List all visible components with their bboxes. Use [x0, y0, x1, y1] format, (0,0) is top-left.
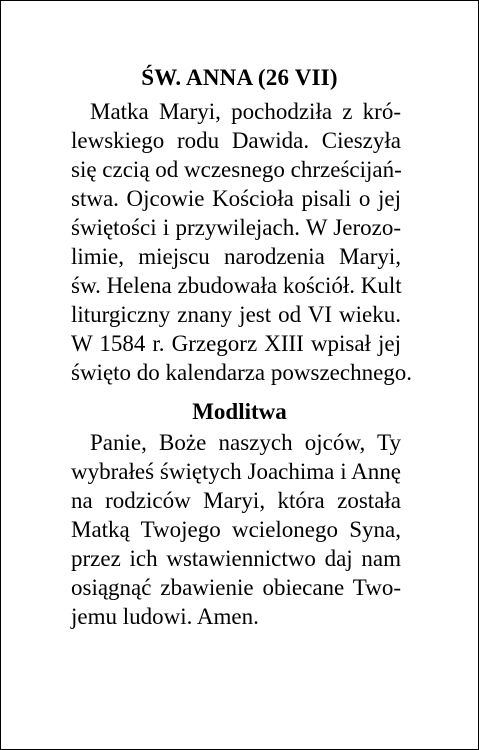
prayer-heading: Modlitwa — [192, 399, 287, 424]
prayer-paragraph — [71, 428, 401, 631]
text-line: wybrałeś świętych Joachima i Annę — [71, 459, 401, 484]
text-line: Panie, Boże naszych ojców, Ty — [90, 430, 401, 455]
page-title: ŚW. ANNA (26 VII) — [141, 65, 338, 90]
text-line: limie, miejscu narodzenia Maryi, — [71, 244, 401, 269]
text-line: świętości i przywilejach. W Jerozo- — [71, 215, 401, 240]
text-line: św. Helena zbudowała kościół. Kult — [71, 273, 402, 298]
text-line: Matka Maryi, pochodziła z kró- — [90, 99, 401, 124]
text-line: liturgiczny znany jest od VI wieku. — [71, 302, 401, 327]
text-line: stwa. Ojcowie Kościoła pisali o jej — [71, 186, 401, 211]
text-line: lewskiego rodu Dawida. Cieszyła — [71, 128, 401, 153]
text-line: święto do kalendarza powszechnego. — [71, 360, 413, 385]
text-line: na rodziców Maryi, która została — [71, 488, 401, 513]
text-line: W 1584 r. Grzegorz XIII wpisał jej — [71, 331, 401, 356]
text-line: jemu ludowi. Amen. — [71, 604, 259, 629]
text-line: osiągnąć zbawienie obiecane Two- — [71, 575, 401, 600]
text-line: Matką Twojego wcielonego Syna, — [71, 517, 401, 542]
biography-paragraph — [71, 97, 413, 387]
text-line: się czcią od wczesnego chrześcijań- — [71, 157, 402, 182]
text-line: przez ich wstawiennictwo daj nam — [71, 546, 401, 571]
